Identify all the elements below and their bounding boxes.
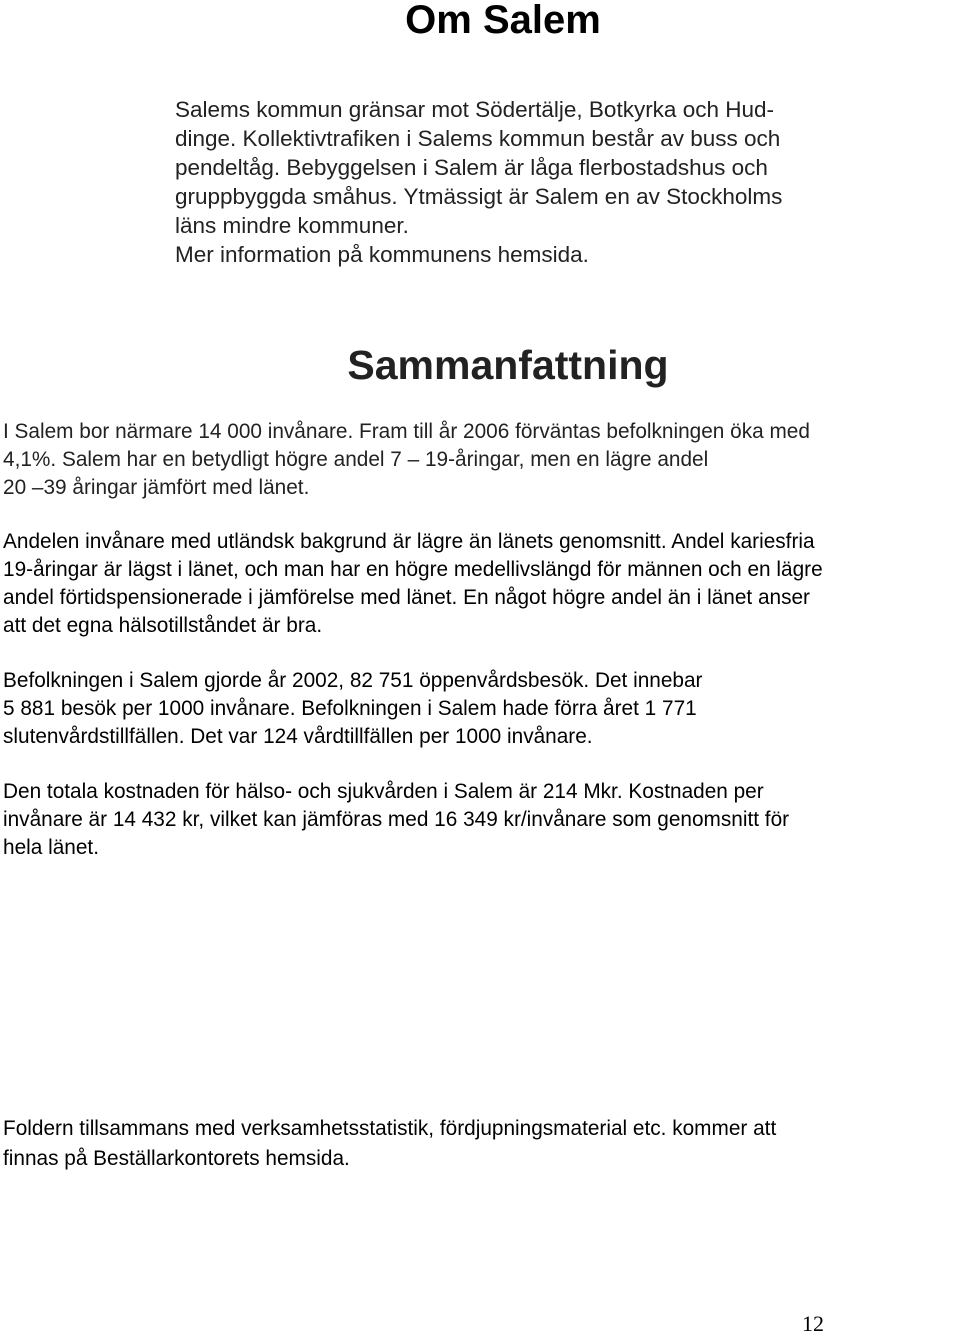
text-line: Salems kommun gränsar mot Södertälje, Botkyrka och Hud- — [175, 97, 774, 122]
text-line: gruppbyggda småhus. Ytmässigt är Salem en av Stockholms — [175, 184, 783, 209]
text-line: läns mindre kommuner. — [175, 213, 409, 238]
summary-section — [3, 418, 960, 862]
text-line: slutenvårdstillfällen. Det var 124 vårdtillfällen per 1000 invånare. — [3, 725, 593, 748]
intro-paragraph — [175, 95, 855, 269]
text-line: Andelen invånare med utländsk bakgrund är lägre än länets genomsnitt. Andel kariesfria — [3, 530, 815, 553]
summary-paragraph — [3, 418, 960, 502]
page-number: 12 — [802, 1311, 824, 1336]
summary-paragraph — [3, 528, 960, 640]
text-line: hela länet. — [3, 836, 99, 859]
text-line: 20 –39 åringar jämfört med länet. — [3, 476, 310, 499]
page-title: Om Salem — [405, 0, 601, 42]
text-line: dinge. Kollektivtrafiken i Salems kommun består av buss och — [175, 126, 781, 151]
text-line: andel förtidspensionerade i jämförelse med länet. En något högre andel än i länet anser — [3, 586, 810, 609]
text-line: att det egna hälsotillståndet är bra. — [3, 614, 323, 637]
text-line: finnas på Beställarkontorets hemsida. — [3, 1147, 350, 1170]
text-line: Mer information på kommunens hemsida. — [175, 242, 589, 267]
closing-paragraph — [3, 1114, 943, 1174]
text-line: Befolkningen i Salem gjorde år 2002, 82 751 öppenvårdsbesök. Det innebar — [3, 669, 703, 692]
summary-paragraph — [3, 667, 960, 751]
text-line: 5 881 besök per 1000 invånare. Befolkningen i Salem hade förra året 1 771 — [3, 697, 697, 720]
text-line: Den totala kostnaden för hälso- och sjukvården i Salem är 214 Mkr. Kostnaden per — [3, 780, 764, 803]
text-line: Foldern tillsammans med verksamhetsstatistik, fördjupningsmaterial etc. kommer att — [3, 1117, 777, 1140]
text-line: I Salem bor närmare 14 000 invånare. Fram till år 2006 förväntas befolkningen öka med — [3, 420, 810, 443]
text-line: 19-åringar är lägst i länet, och man har en högre medellivslängd för männen och en lägre — [3, 558, 823, 581]
summary-paragraph — [3, 778, 960, 862]
text-line: pendeltåg. Bebyggelsen i Salem är låga flerbostadshus och — [175, 155, 768, 180]
text-line: 4,1%. Salem har en betydligt högre andel 7 – 19-åringar, men en lägre andel — [3, 448, 709, 471]
text-line: invånare är 14 432 kr, vilket kan jämföras med 16 349 kr/invånare som genomsnitt för — [3, 808, 790, 831]
summary-heading: Sammanfattning — [347, 342, 669, 388]
